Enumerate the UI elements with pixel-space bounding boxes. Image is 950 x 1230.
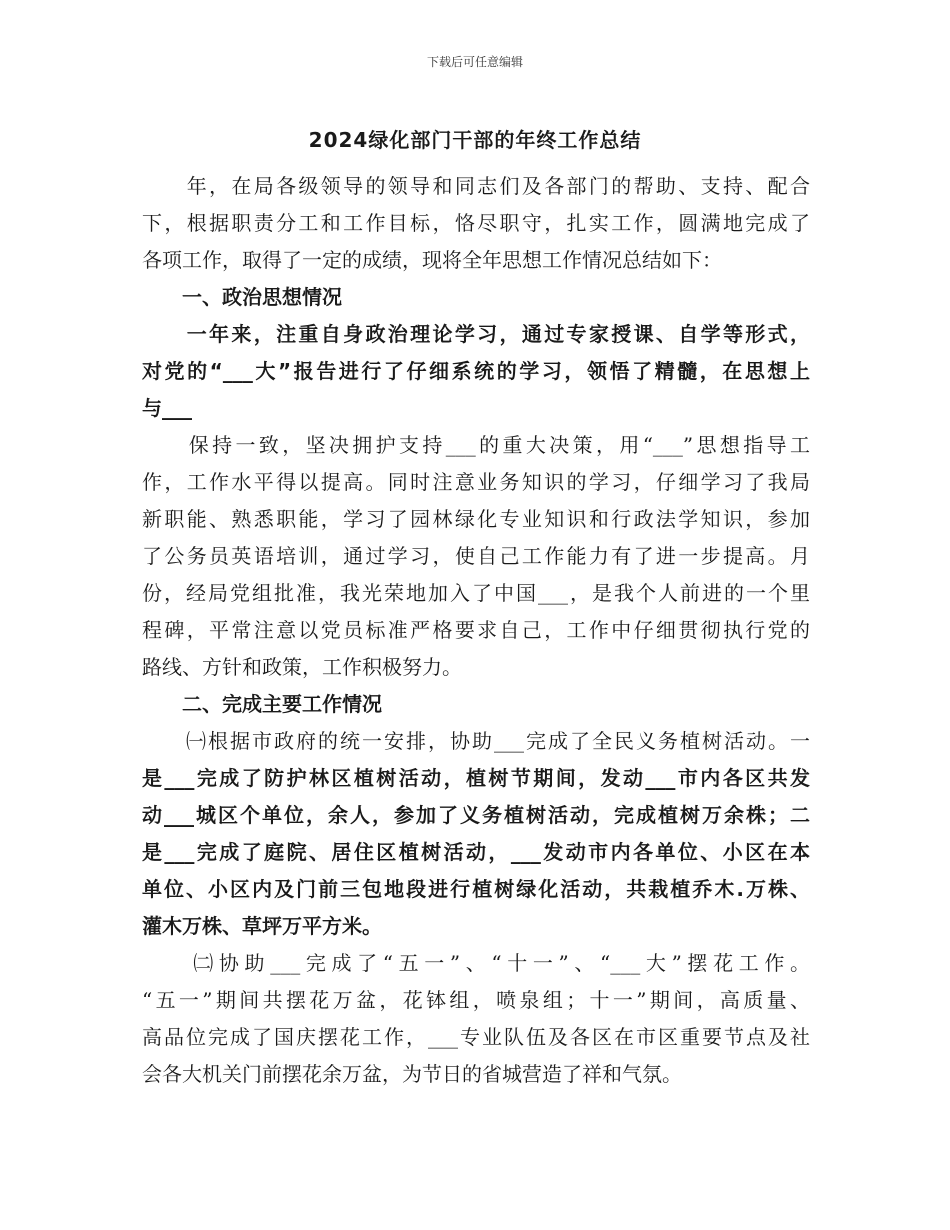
document-body xyxy=(142,168,810,1093)
text-line: 下，根据职责分工和工作目标，恪尽职守，扎实工作，圆满地完成了 xyxy=(142,211,810,235)
header-note: 下载后可任意编辑 xyxy=(426,55,523,69)
text-line: 了公务员英语培训，通过学习，使自己工作能力有了进一步提高。月 xyxy=(142,544,810,568)
text-line: 保持一致，坚决拥护支持___的重大决策，用“___”思想指导工 xyxy=(142,433,810,457)
text-line: 灌木万株、草坪万平方米。 xyxy=(142,914,382,938)
text-line: 会各大机关门前摆花余万盆，为节日的省城营造了祥和气氛。 xyxy=(142,1062,682,1086)
text-line: ㈡协助___完成了“五一”、“十一”、“___大”摆花工作。 xyxy=(142,951,810,975)
text-line: 与___ xyxy=(142,396,192,420)
text-line: 年，在局各级领导的领导和同志们及各部门的帮助、支持、配合 xyxy=(142,174,810,198)
text-line: 动___城区个单位，余人，参加了义务植树活动，完成植树万余株；二 xyxy=(142,803,810,827)
text-line: ㈠根据市政府的统一安排，协助___完成了全民义务植树活动。一 xyxy=(142,729,810,753)
text-line: 是___完成了防护林区植树活动，植树节期间，发动___市内各区共发 xyxy=(142,766,810,790)
text-line: 程碑，平常注意以党员标准严格要求自己，工作中仔细贯彻执行党的 xyxy=(142,618,810,642)
text-line: 新职能、熟悉职能，学习了园林绿化专业知识和行政法学知识，参加 xyxy=(142,507,810,531)
text-line: 二、完成主要工作情况 xyxy=(142,692,382,716)
text-line: 作，工作水平得以提高。同时注意业务知识的学习，仔细学习了我局 xyxy=(142,470,810,494)
text-line: “五一”期间共摆花万盆，花钵组，喷泉组；十一”期间，高质量、 xyxy=(142,988,810,1012)
document-title: 2024绿化部门干部的年终工作总结 xyxy=(308,128,642,152)
text-line: 是___完成了庭院、居住区植树活动，___发动市内各单位、小区在本 xyxy=(142,840,810,864)
text-line: 各项工作，取得了一定的成绩，现将全年思想工作情况总结如下： xyxy=(142,248,722,272)
text-line: 高品位完成了国庆摆花工作，___专业队伍及各区在市区重要节点及社 xyxy=(142,1025,810,1049)
text-line: 一、政治思想情况 xyxy=(142,285,342,309)
text-line: 份，经局党组批准，我光荣地加入了中国___，是我个人前进的一个里 xyxy=(142,581,810,605)
text-line: 单位、小区内及门前三包地段进行植树绿化活动，共栽植乔木.万株、 xyxy=(142,877,810,901)
text-line: 路线、方针和政策，工作积极努力。 xyxy=(142,655,462,679)
text-line: 一年来，注重自身政治理论学习，通过专家授课、自学等形式， xyxy=(142,322,810,346)
text-line: 对党的“___大”报告进行了仔细系统的学习，领悟了精髓，在思想上 xyxy=(142,359,810,383)
